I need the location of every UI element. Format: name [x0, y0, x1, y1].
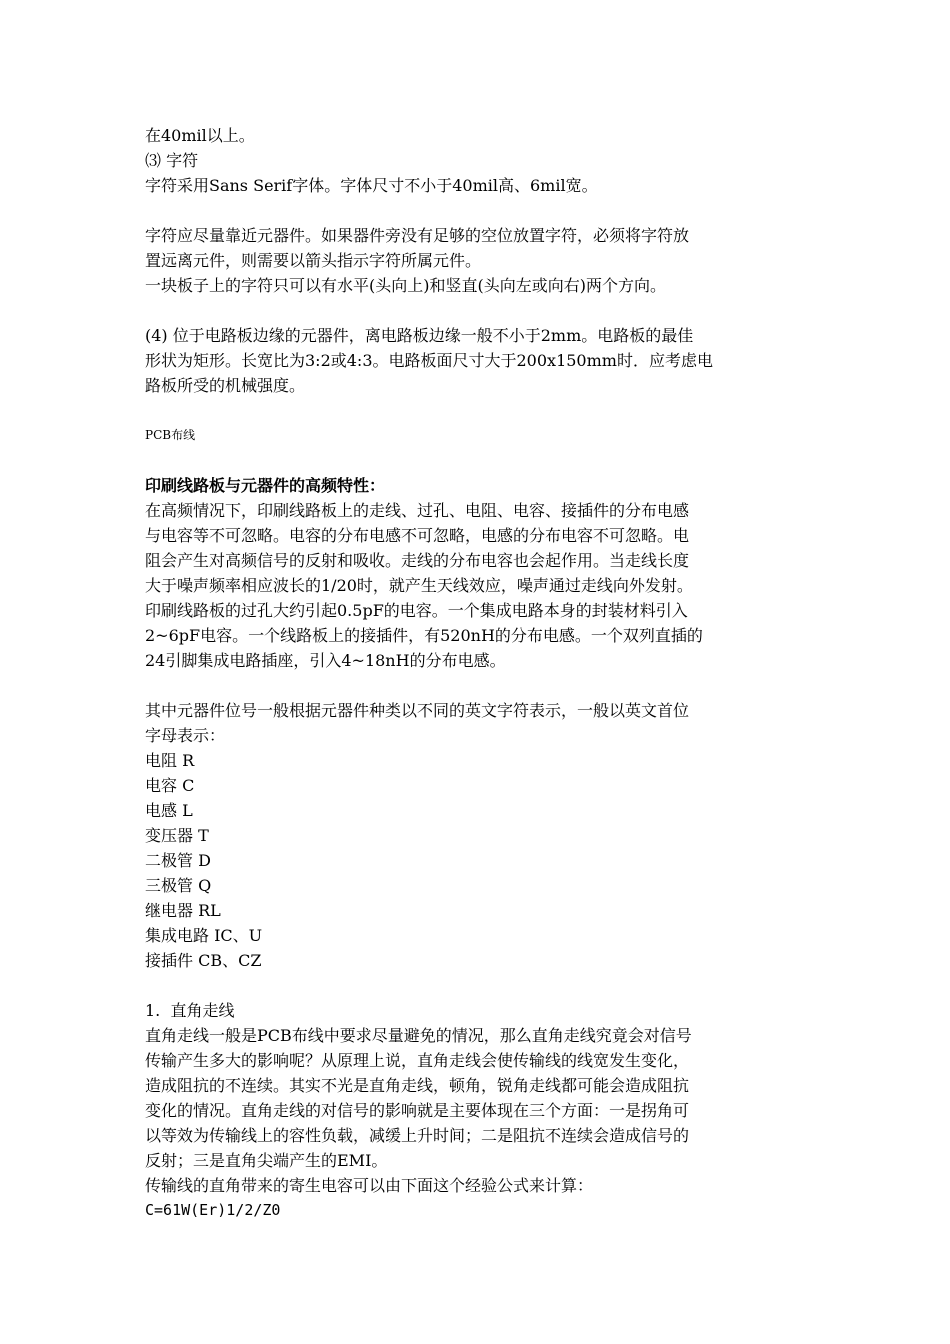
text-line: 变化的情况。直角走线的对信号的影响就是主要体现在三个方面：一是拐角可	[145, 1101, 690, 1120]
paragraph-gap	[145, 398, 825, 423]
paragraph-gap	[145, 673, 825, 698]
designator-item-ic: 集成电路 IC、U	[145, 926, 263, 945]
designator-item-resistor: 电阻 R	[145, 751, 195, 770]
text-line: 直角走线一般是PCB布线中要求尽量避免的情况，那么直角走线究竟会对信号	[145, 1026, 692, 1045]
designator-item-relay: 继电器 RL	[145, 901, 221, 920]
document-page	[145, 123, 825, 1223]
text-line: 大于噪声频率相应波长的1/20时，就产生天线效应，噪声通过走线向外发射。	[145, 576, 693, 595]
text-line: 其中元器件位号一般根据元器件种类以不同的英文字符表示，一般以英文首位	[145, 701, 690, 720]
text-line: 形状为矩形。长宽比为3:2或4:3。电路板面尺寸大于200x150mm时．应考虑电	[145, 351, 713, 370]
pcb-routing-label: PCB布线	[145, 428, 196, 442]
designator-item-inductor: 电感 L	[145, 801, 193, 820]
capacitance-formula: C=61W(Er)1/2/Z0	[145, 1201, 281, 1219]
paragraph-gap	[145, 448, 825, 473]
text-line: 字符采用Sans Serif字体。字体尺寸不小于40mil高、6mil宽。	[145, 176, 598, 195]
text-line: 在高频情况下，印刷线路板上的走线、过孔、电阻、电容、接插件的分布电感	[145, 501, 690, 520]
text-line: 以等效为传输线上的容性负载，减缓上升时间；二是阻抗不连续会造成信号的	[145, 1126, 690, 1145]
text-line: 传输线的直角带来的寄生电容可以由下面这个经验公式来计算：	[145, 1176, 594, 1195]
section-fonts	[145, 123, 825, 198]
text-line: 印刷线路板的过孔大约引起0.5pF的电容。一个集成电路本身的封装材料引入	[145, 601, 688, 620]
text-line: 传输产生多大的影响呢？从原理上说，直角走线会使传输线的线宽发生变化，	[145, 1051, 690, 1070]
text-line: 字母表示：	[145, 726, 226, 745]
paragraph-gap	[145, 198, 825, 223]
text-line: 造成阻抗的不连续。其实不光是直角走线，顿角，锐角走线都可能会造成阻抗	[145, 1076, 690, 1095]
paragraph-gap	[145, 298, 825, 323]
section-high-frequency	[145, 473, 825, 673]
text-line: 一块板子上的字符只可以有水平(头向上)和竖直(头向左或向右)两个方向。	[145, 276, 666, 295]
designator-item-transformer: 变压器 T	[145, 826, 209, 845]
designator-item-capacitor: 电容 C	[145, 776, 195, 795]
paragraph-gap	[145, 973, 825, 998]
section-heading: 印刷线路板与元器件的高频特性：	[145, 476, 386, 495]
designator-item-diode: 二极管 D	[145, 851, 211, 870]
section-character-placement	[145, 223, 825, 298]
text-line: 与电容等不可忽略。电容的分布电感不可忽略，电感的分布电容不可忽略。电	[145, 526, 690, 545]
section-right-angle-traces	[145, 998, 825, 1223]
text-line: 24引脚集成电路插座，引入4~18nH的分布电感。	[145, 651, 506, 670]
text-line: 2~6pF电容。一个线路板上的接插件，有520nH的分布电感。一个双列直插的	[145, 626, 703, 645]
text-line: 反射；三是直角尖端产生的EMI。	[145, 1151, 388, 1170]
text-line: 在40mil以上。	[145, 126, 255, 145]
designator-item-connector: 接插件 CB、CZ	[145, 951, 262, 970]
text-line: (4) 位于电路板边缘的元器件，离电路板边缘一般不小于2mm。电路板的最佳	[145, 326, 694, 345]
section-heading: 1. 直角走线	[145, 1001, 235, 1020]
text-line: 阻会产生对高频信号的反射和吸收。走线的分布电容也会起作用。当走线长度	[145, 551, 690, 570]
section-designators	[145, 698, 825, 973]
designator-item-transistor: 三极管 Q	[145, 876, 212, 895]
text-line: 字符应尽量靠近元器件。如果器件旁没有足够的空位放置字符，必须将字符放	[145, 226, 690, 245]
subsection-heading-characters: ⑶ 字符	[145, 151, 199, 170]
section-board-edge	[145, 323, 825, 398]
text-line: 置远离元件，则需要以箭头指示字符所属元件。	[145, 251, 482, 270]
text-line: 路板所受的机械强度。	[145, 376, 306, 395]
